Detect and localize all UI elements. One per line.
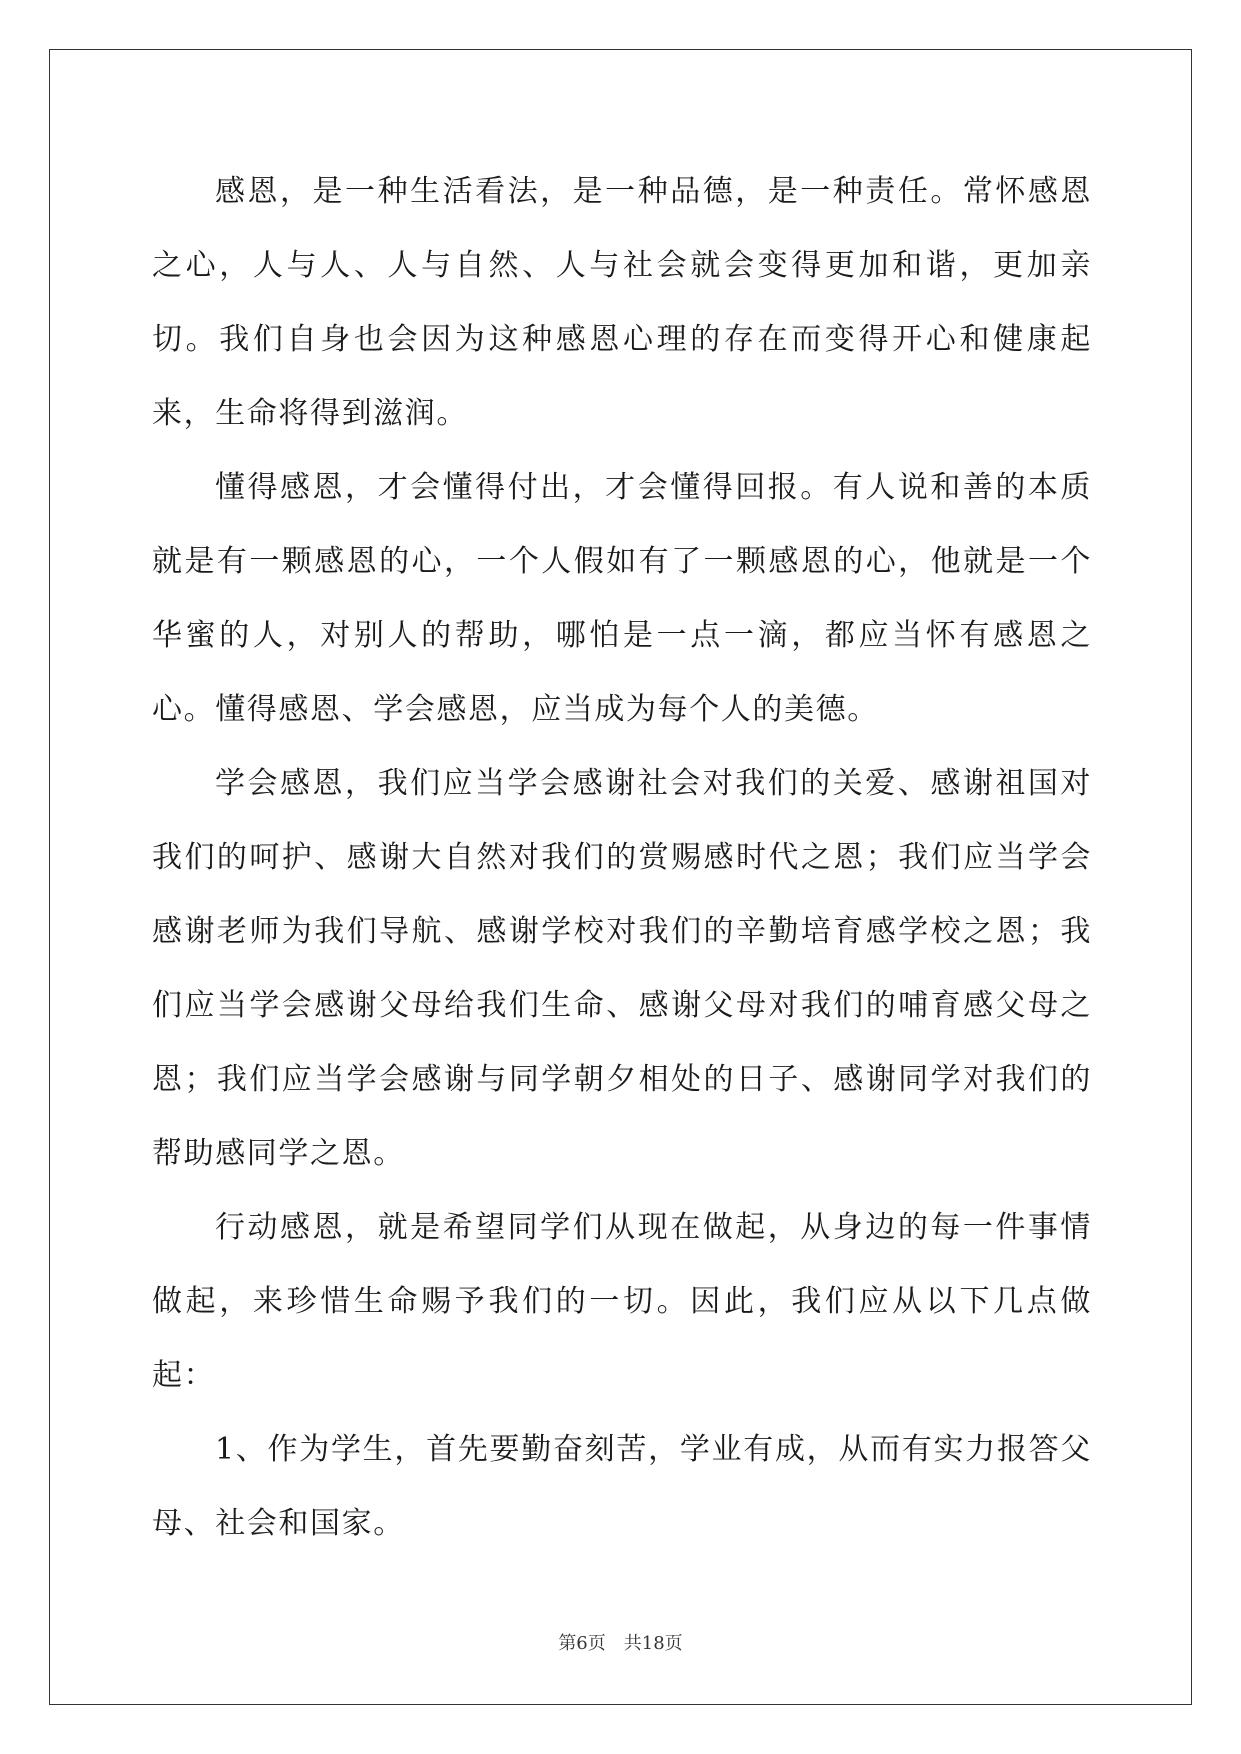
- paragraph: 懂得感恩，才会懂得付出，才会懂得回报。有人说和善的本质就是有一颗感恩的心，一个人假如有了一颗感恩的心，他就是一个华蜜的人，对别人的帮助，哪怕是一点一滴，都应当怀有感恩之心。懂得感恩、学会感恩，应当成为每个人的美德。: [152, 470, 1092, 727]
- paragraph: 学会感恩，我们应当学会感谢社会对我们的关爱、感谢祖国对我们的呵护、感谢大自然对我们的赏赐感时代之恩；我们应当学会感谢老师为我们导航、感谢学校对我们的辛勤培育感学校之恩；我们应当学会感谢父母给我们生命、感谢父母对我们的哺育感父母之恩；我们应当学会感谢与同学朝夕相处的日子、感谢同学对我们的帮助感同学之恩。: [152, 766, 1092, 1171]
- page-footer: [0, 1632, 1241, 1656]
- page-number-total: 共18页: [623, 1633, 683, 1654]
- paragraph: 感恩，是一种生活看法，是一种品德，是一种责任。常怀感恩之心，人与人、人与自然、人与社会就会变得更加和谐，更加亲切。我们自身也会因为这种感恩心理的存在而变得开心和健康起来，生命将得到滋润。: [152, 174, 1092, 431]
- paragraph: 1、作为学生，首先要勤奋刻苦，学业有成，从而有实力报答父母、社会和国家。: [152, 1432, 1092, 1541]
- paragraph: 行动感恩，就是希望同学们从现在做起，从身边的每一件事情做起，来珍惜生命赐予我们的一切。因此，我们应从以下几点做起：: [152, 1210, 1092, 1393]
- page-number-current: 第6页: [558, 1633, 606, 1654]
- document-body: [152, 155, 1092, 1561]
